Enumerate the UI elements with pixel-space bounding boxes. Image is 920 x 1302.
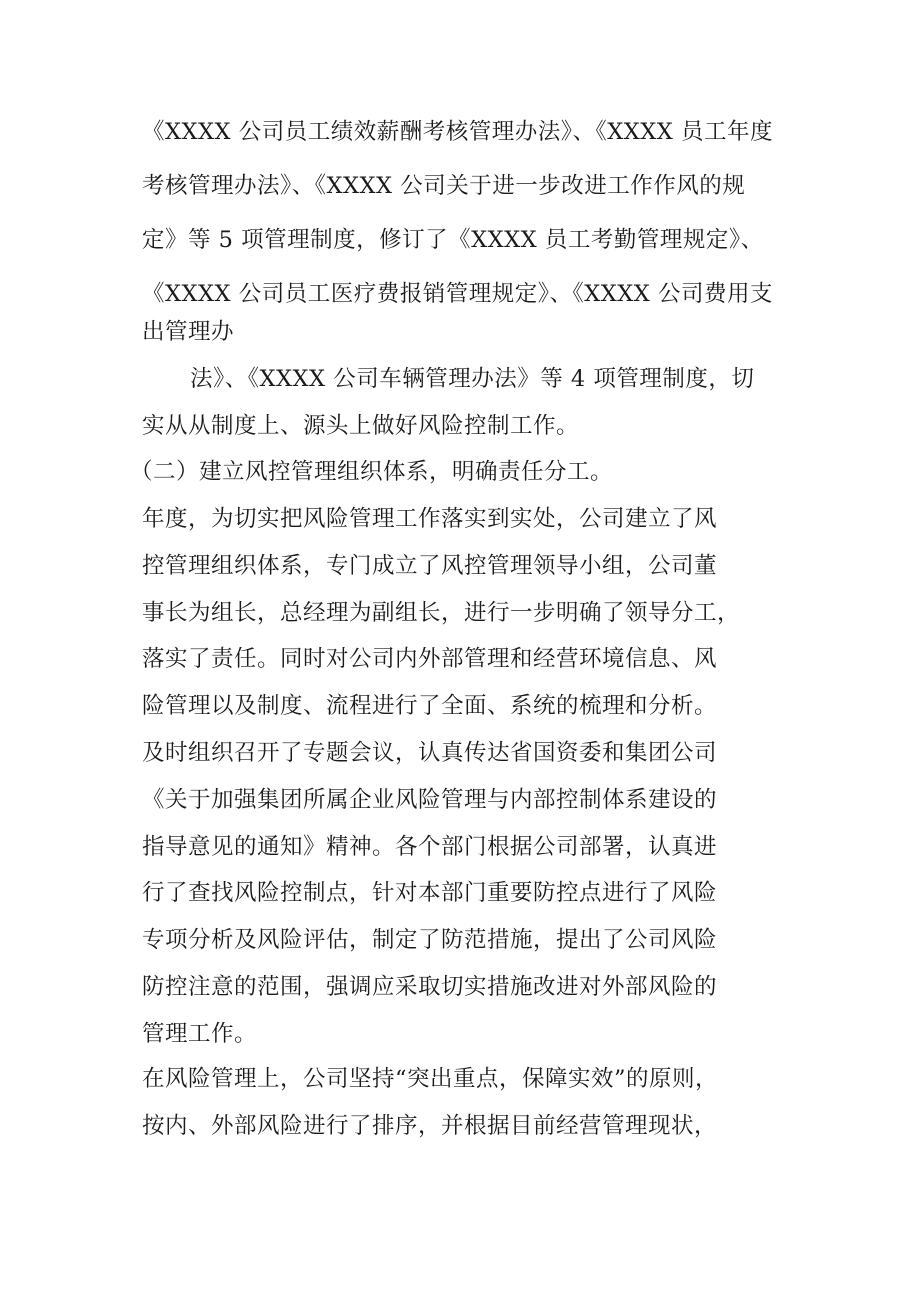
text-line: 及时组织召开了专题会议，认真传达省国资委和集团公司 — [142, 740, 718, 766]
text-line: 事长为组长，总经理为副组长，进行一步明确了领导分工， — [142, 600, 741, 626]
text-line: 防控注意的范围，强调应采取切实措施改进对外部风险的 — [142, 974, 718, 1000]
text-line: 指导意见的通知》精神。各个部门根据公司部署，认真进 — [142, 834, 718, 860]
text-line: 出管理办 — [142, 319, 235, 345]
text-line: 实从从制度上、源头上做好风险控制工作。 — [142, 413, 580, 439]
text-line: 《关于加强集团所属企业风险管理与内部控制体系建设的 — [142, 787, 718, 813]
text-line: 年度，为切实把风险管理工作落实到实处，公司建立了风 — [142, 506, 718, 532]
text-line: 控管理组织体系，专门成立了风控管理领导小组，公司董 — [142, 553, 718, 579]
text-line: 在风险管理上，公司坚持“突出重点，保障实效”的原则， — [142, 1066, 719, 1092]
text-line: 行了查找风险控制点，针对本部门重要防控点进行了风险 — [142, 880, 718, 906]
text-line: 险管理以及制度、流程进行了全面、系统的梳理和分析。 — [142, 693, 718, 719]
text-line: 考核管理办法》、《XXXX 公司关于进一步改进工作作风的规 — [142, 173, 746, 199]
text-line: 定》等 5 项管理制度，修订了《XXXX 员工考勤管理规定》、 — [142, 227, 764, 253]
text-line: 落实了责任。同时对公司内外部管理和经营环境信息、风 — [142, 646, 718, 672]
text-line: 管理工作。 — [142, 1021, 258, 1047]
text-line: 《XXXX 公司员工绩效薪酬考核管理办法》、《XXXX 员工年度 — [142, 119, 773, 145]
text-line: 法》、《XXXX 公司车辆管理办法》等 4 项管理制度，切 — [190, 366, 755, 392]
text-line: 按内、外部风险进行了排序，并根据目前经营管理现状， — [142, 1113, 718, 1139]
section-heading: （二）建立风控管理组织体系，明确责任分工。 — [130, 459, 614, 485]
text-line: 《XXXX 公司员工医疗费报销管理规定》、《XXXX 公司费用支 — [142, 281, 773, 307]
text-line: 专项分析及风险评估，制定了防范措施，提出了公司风险 — [142, 927, 718, 953]
